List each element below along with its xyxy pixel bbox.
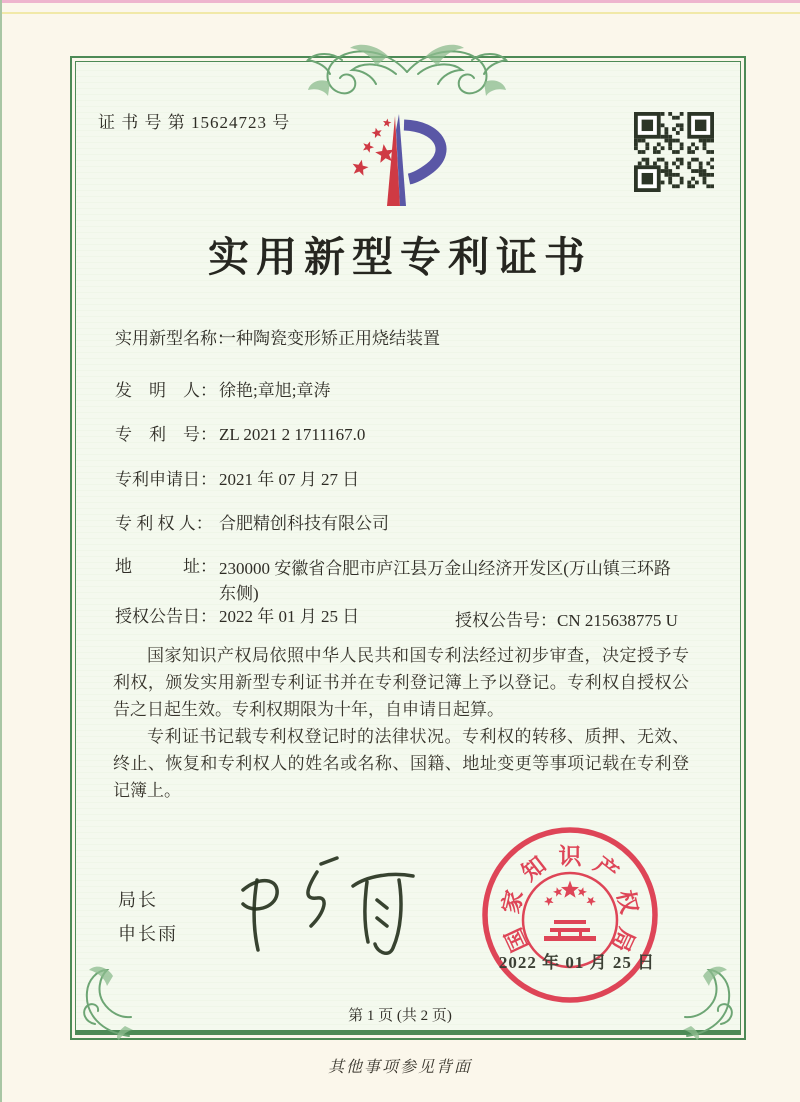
field-grant-number-value: CN 215638775 U xyxy=(557,611,678,630)
signature-handwriting xyxy=(225,852,435,962)
cnipa-logo-icon xyxy=(332,110,482,218)
field-patent-number xyxy=(115,424,365,446)
field-inventor xyxy=(115,380,330,402)
field-grant-date xyxy=(115,606,359,628)
field-grant-date-label: 授权公告日： xyxy=(115,607,217,626)
back-note: 其他事项参见背面 xyxy=(327,1059,472,1076)
field-grant-number-label: 授权公告号： xyxy=(455,611,557,630)
field-address-label: 地 址： xyxy=(115,557,217,576)
svg-text:识: 识 xyxy=(558,844,582,869)
signer-title: 局长 xyxy=(118,890,158,910)
field-filing-date xyxy=(115,469,359,491)
svg-text:局: 局 xyxy=(606,924,640,956)
logo-blue-p xyxy=(396,114,441,206)
field-patentee xyxy=(115,513,389,535)
certificate-title: 实用新型专利证书 xyxy=(208,234,592,280)
svg-text:权: 权 xyxy=(612,887,642,916)
field-filing-date-value: 2021 年 07 月 27 日 xyxy=(219,470,360,489)
svg-text:国: 国 xyxy=(500,924,534,956)
svg-text:产: 产 xyxy=(589,851,623,886)
field-grant-number xyxy=(455,606,678,631)
page-number: 第 1 页 (共 2 页) xyxy=(348,1008,452,1024)
corner-ornament-bottom-right xyxy=(681,960,743,1040)
field-inventor-value: 徐艳;章旭;章涛 xyxy=(219,381,331,400)
corner-ornament-bottom-left xyxy=(73,960,135,1040)
field-patent-number-value: ZL 2021 2 1711167.0 xyxy=(219,425,366,444)
field-patentee-label: 专 利 权 人： xyxy=(115,514,213,533)
official-seal xyxy=(480,824,660,1004)
scan-artifact-top-yellow xyxy=(0,12,800,14)
field-address xyxy=(115,556,683,606)
svg-text:知: 知 xyxy=(517,851,551,886)
paragraph-grant: 国家知识产权局依照中华人民共和国专利法经过初步审查，决定授予专利权，颁发实用新型专利证书并在专利登记簿上予以登记。专利权自授权公告之日起生效。专利权期限为十年，自申请日起算。 xyxy=(113,646,689,719)
field-name xyxy=(115,328,440,350)
scan-artifact-top-pink xyxy=(0,0,800,3)
field-filing-date-label: 专利申请日： xyxy=(115,470,217,489)
certificate-number: 证 书 号 第 15624723 号 xyxy=(98,113,291,132)
field-inventor-label: 发 明 人： xyxy=(115,381,217,400)
field-address-value: 230000 安徽省合肥市庐江县万金山经济开发区(万山镇三环路东侧) xyxy=(219,559,671,603)
field-patentee-value: 合肥精创科技有限公司 xyxy=(219,514,389,533)
logo-red-wedge xyxy=(353,116,400,206)
signer-name: 申长雨 xyxy=(118,924,178,944)
field-name-label: 实用新型名称： xyxy=(115,329,234,348)
qr-code xyxy=(634,112,714,192)
field-grant-date-value: 2022 年 01 月 25 日 xyxy=(219,607,360,626)
dragon-ornament-top xyxy=(296,38,518,102)
body-text xyxy=(113,642,689,804)
scan-artifact-left-edge xyxy=(0,0,2,1102)
paragraph-legal: 专利证书记载专利权登记时的法律状况。专利权的转移、质押、无效、终止、恢复和专利权人的姓名或名称、国籍、地址变更等事项记载在专利登记簿上。 xyxy=(113,727,689,800)
svg-text:家: 家 xyxy=(498,887,528,916)
field-name-value: 一种陶瓷变形矫正用烧结装置 xyxy=(219,329,440,348)
seal-date: 2022 年 01 月 25 日 xyxy=(498,953,656,972)
field-patent-number-label: 专 利 号： xyxy=(115,425,217,444)
